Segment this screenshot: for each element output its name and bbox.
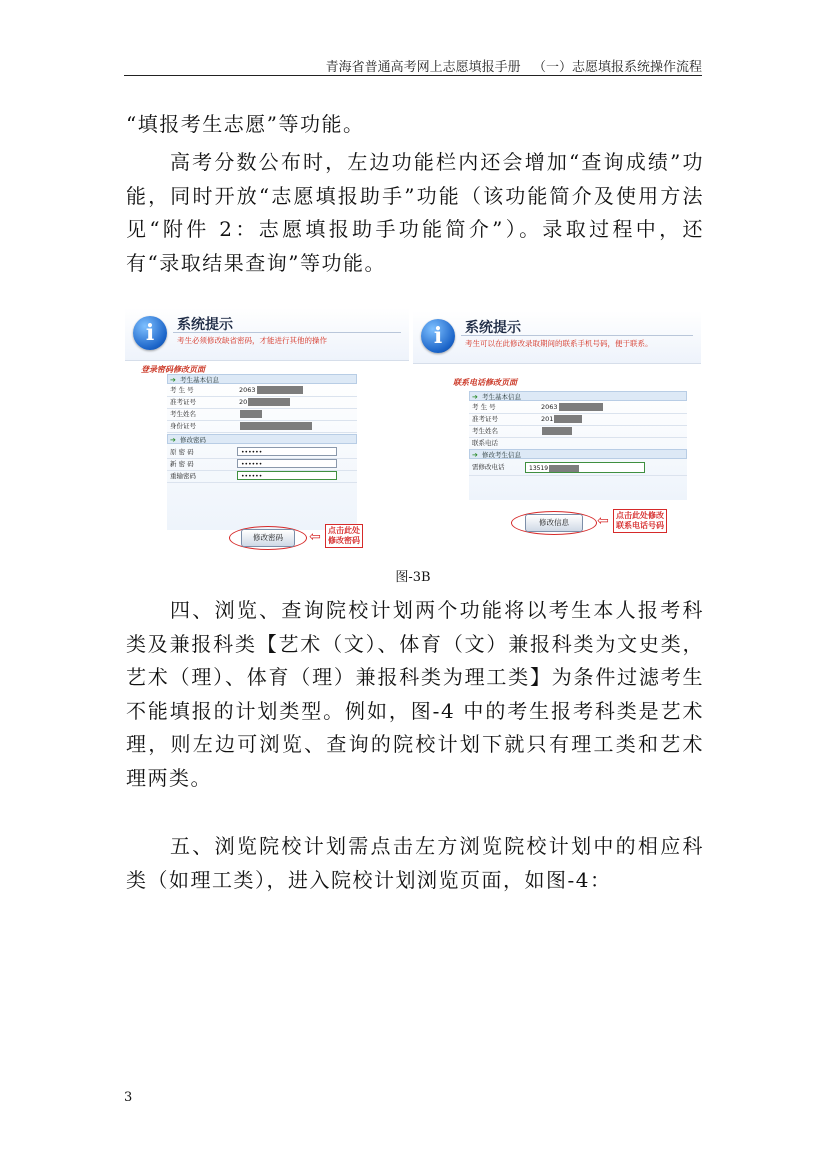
page-number: 3 [124,1090,133,1105]
redaction-mask [257,386,303,394]
section-basic-info: ➔ 考生基本信息 [167,374,357,384]
running-header [124,56,702,75]
row-value [239,420,312,432]
info-icon: i [421,319,455,353]
redaction-mask [248,398,290,406]
system-notice-banner [125,308,409,361]
paragraph-4: 五、浏览院校计划需点击左方浏览院校计划中的相应科类（如理工类），进入院校计划浏览页面，如图-4： [126,834,704,892]
system-notice-message: 考生必须修改缺省密码，才能进行其他的操作 [177,336,327,345]
figure-caption: 图-3B [395,570,431,585]
row-value: 2063 [239,384,303,396]
row-label: 新 密 码 [170,460,194,468]
annotation-note: 点击此处修改 联系电话号码 [613,509,667,533]
arrow-left-icon: ⇦ [597,513,609,529]
new-password-field[interactable]: •••••• [237,459,337,468]
redaction-mask [542,427,572,435]
header-section: （一）志愿填报系统操作流程 [532,60,702,75]
old-password-field[interactable]: •••••• [237,447,337,456]
section-change-password: ➔ 修改密码 [167,434,357,444]
table-row [469,461,687,476]
redaction-mask [554,415,582,423]
table-row [167,470,357,483]
phone-form [469,391,687,500]
row-label: 需修改电话 [472,463,505,471]
section-change-info: ➔ 修改考生信息 [469,449,687,459]
row-value [239,408,262,420]
form-title: 登录密码修改页面 [141,365,205,374]
confirm-password-field[interactable]: •••••• [237,471,337,480]
paragraph-1: “填报考生志愿”等功能。 [126,112,365,136]
arrow-left-icon: ⇦ [309,529,321,545]
system-notice-title: 系统提示 [177,317,233,333]
info-icon: i [133,316,167,350]
form-title: 联系电话修改页面 [453,378,517,387]
row-label: 考生姓名 [170,410,196,418]
redaction-mask [240,410,262,418]
row-value: 201 [541,413,582,425]
redaction-mask [559,403,603,411]
paragraph-2: 高考分数公布时，左边功能栏内还会增加“查询成绩”功能，同时开放“志愿填报助手”功能（该功能简介及使用方法见“附件 2：志愿填报助手功能简介”）。录取过程中，还有“录取结果查询”等功能。 [126,150,704,275]
row-value: 2063 [541,401,603,413]
row-value: 20 [239,396,290,408]
paragraph-3: 四、浏览、查询院校计划两个功能将以考生本人报考科类及兼报科类【艺术（文）、体育（文）兼报科类为文史类，艺术（理）、体育（理）兼报科类为理工类】为条件过滤考生不能填报的计划类型。例如，图-4 中的考生报考科类是艺术理，则左边可浏览、查询的院校计划下就只有理工类和艺术理两类。 [126,598,704,790]
divider [173,332,401,333]
row-label: 考生姓名 [472,427,498,435]
row-label: 准考证号 [472,415,498,423]
row-label: 考 生 号 [170,386,194,394]
row-value [541,425,572,437]
system-notice-message: 考生可以在此修改录取期间的联系手机号码，便于联系。 [465,339,653,348]
row-label: 身份证号 [170,422,196,430]
row-label: 考 生 号 [472,403,496,411]
redaction-mask [549,465,579,472]
change-password-button[interactable]: 修改密码 [241,529,295,547]
header-rule [124,75,702,76]
system-notice-title: 系统提示 [465,320,521,336]
row-label: 重输密码 [170,472,196,480]
section-basic-info: ➔ 考生基本信息 [469,391,687,401]
row-label: 准考证号 [170,398,196,406]
annotation-note: 点击此处 修改密码 [325,524,363,548]
row-label: 联系电话 [472,439,498,447]
change-info-button[interactable]: 修改信息 [525,514,583,532]
password-form [167,374,357,530]
header-title: 青海省普通高考网上志愿填报手册 [325,60,521,75]
phone-change-screenshot [413,311,701,544]
system-notice-banner [413,311,701,364]
phone-input[interactable]: 13519 [525,462,645,473]
divider [461,335,693,336]
password-change-screenshot [125,308,409,550]
redaction-mask [240,422,312,430]
row-label: 原 密 码 [170,448,194,456]
table-row [167,420,357,433]
